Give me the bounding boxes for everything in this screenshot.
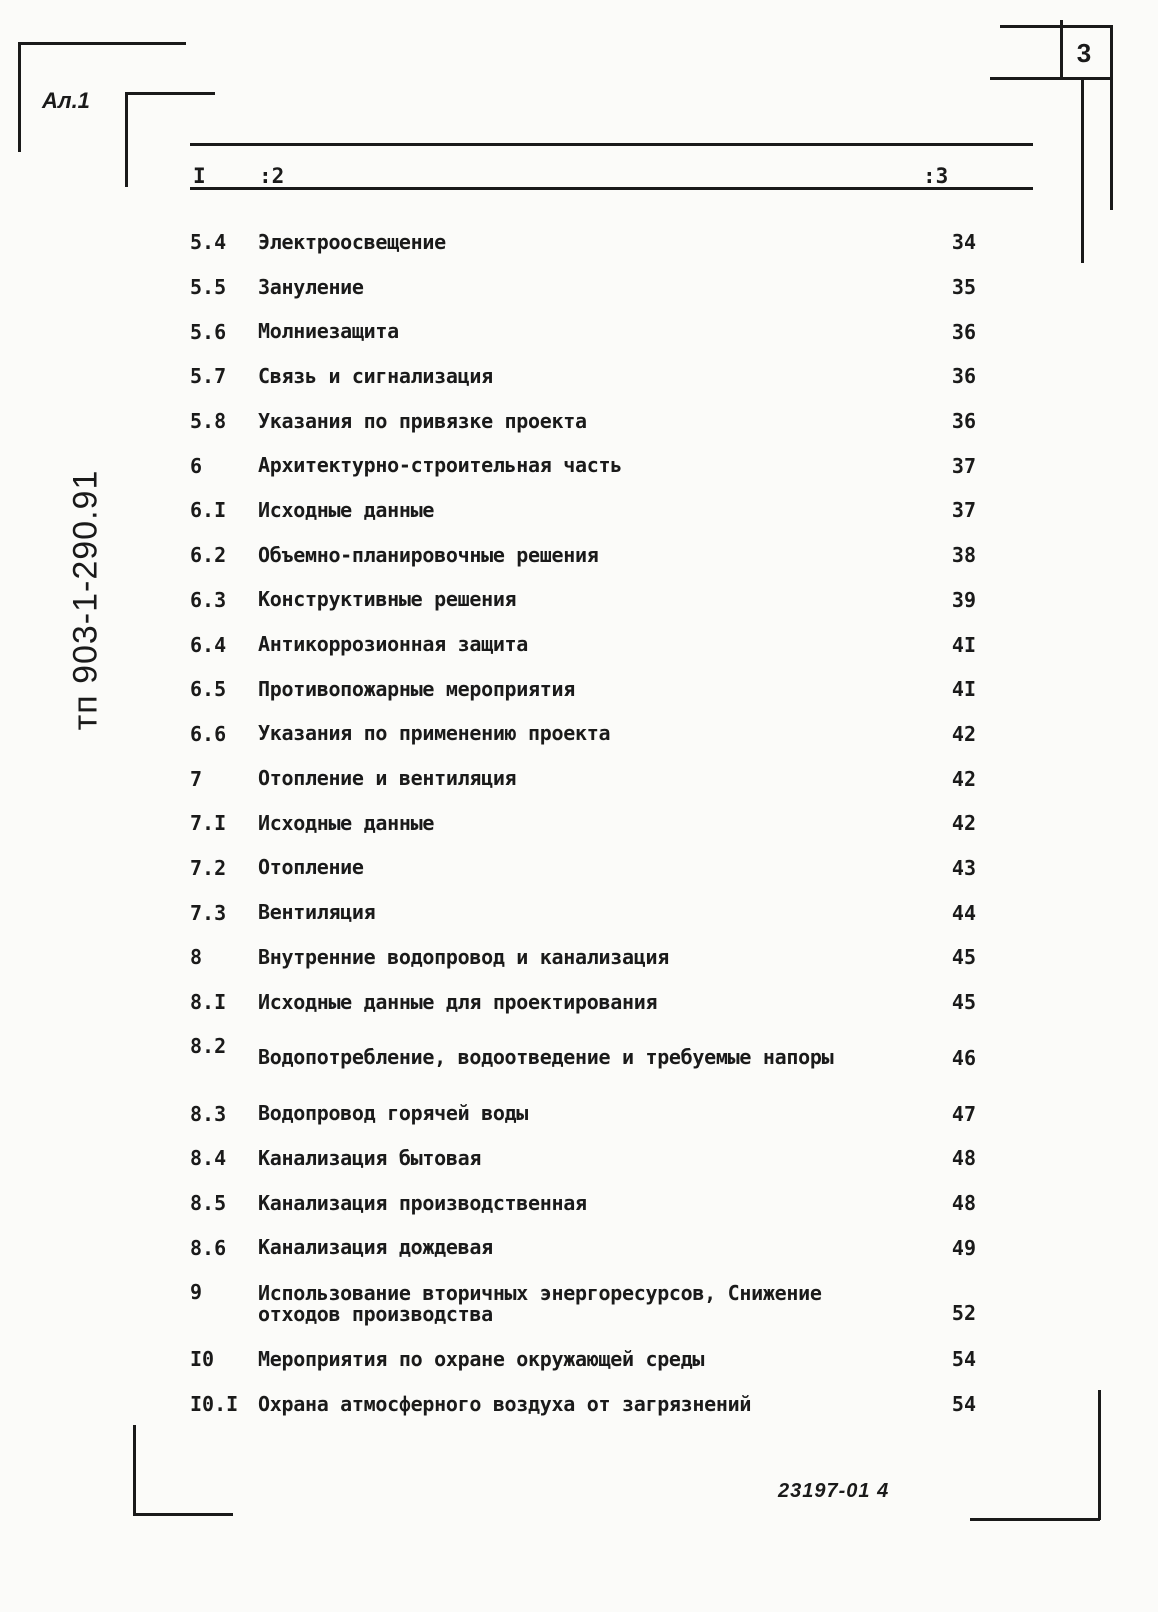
frame-line xyxy=(1060,20,1063,78)
toc-number: 6.3 xyxy=(190,587,227,612)
toc-row xyxy=(190,801,990,846)
toc-number: 8.2 xyxy=(190,1034,227,1059)
toc-title: Охрана атмосферного воздуха от загрязнений xyxy=(258,1391,752,1416)
toc-page: 52 xyxy=(951,1301,976,1326)
toc-row xyxy=(190,1091,990,1136)
toc-number: 7.I xyxy=(190,811,227,836)
frame-line xyxy=(18,42,186,45)
toc-title: Мероприятия по охране окружающей среды xyxy=(258,1346,705,1371)
header-col-1: I xyxy=(193,164,206,188)
toc-number: 8.5 xyxy=(190,1191,227,1216)
toc-title: Объемно-планировочные решения xyxy=(258,542,599,567)
toc-row xyxy=(190,354,990,399)
header-col-2: :2 xyxy=(259,164,285,188)
toc-page: 42 xyxy=(951,721,976,746)
toc-page: 4I xyxy=(951,632,976,657)
sheet-page-number: 3 xyxy=(1076,38,1092,68)
frame-line xyxy=(1098,1390,1101,1520)
toc-row xyxy=(190,309,990,354)
frame-line xyxy=(1081,78,1084,263)
toc-number: 9 xyxy=(190,1280,203,1305)
frame-line xyxy=(1000,25,1112,28)
table-top-rule xyxy=(190,143,1033,146)
toc-number: 8.6 xyxy=(190,1235,227,1260)
toc-row xyxy=(190,488,990,533)
toc-page: 42 xyxy=(951,766,976,791)
toc-row xyxy=(190,846,990,891)
toc-page: 36 xyxy=(951,319,976,344)
header-col-3: :3 xyxy=(923,164,949,188)
frame-line xyxy=(133,1513,233,1516)
toc-number: 6.5 xyxy=(190,677,227,702)
toc-page: 42 xyxy=(951,811,976,836)
toc-row xyxy=(190,265,990,310)
toc-title: Внутренние водопровод и канализация xyxy=(258,944,669,969)
document-code: 23197-01 4 xyxy=(778,1480,890,1502)
toc-title: Канализация дождевая xyxy=(258,1235,493,1260)
toc-row xyxy=(190,756,990,801)
toc-page: 34 xyxy=(951,230,976,255)
toc-title: Архитектурно-строительная часть xyxy=(258,453,622,478)
toc-row xyxy=(190,712,990,757)
toc-number: 7.3 xyxy=(190,900,227,925)
toc-row xyxy=(190,220,990,265)
toc-row xyxy=(190,1337,990,1382)
frame-line xyxy=(133,1425,136,1515)
toc-row xyxy=(190,980,990,1025)
toc-number: 5.6 xyxy=(190,319,227,344)
toc-row xyxy=(190,667,990,712)
toc-row xyxy=(190,533,990,578)
toc-number: 7 xyxy=(190,766,203,791)
toc-row xyxy=(190,578,990,623)
toc-page: 44 xyxy=(951,900,976,925)
toc-title: Зануление xyxy=(258,274,364,299)
toc-number: 6.6 xyxy=(190,721,227,746)
toc-number: 5.4 xyxy=(190,230,227,255)
toc-title: Противопожарные мероприятия xyxy=(258,676,576,701)
toc-row xyxy=(190,1024,990,1091)
toc-page: 4I xyxy=(951,677,976,702)
toc-number: 5.8 xyxy=(190,409,227,434)
toc-number: 6 xyxy=(190,453,203,478)
toc-page: 39 xyxy=(951,587,976,612)
toc-title: Исходные данные xyxy=(258,810,435,835)
toc-page: 47 xyxy=(951,1101,976,1126)
table-header-rule xyxy=(190,187,1033,190)
toc-title: Канализация производственная xyxy=(258,1190,587,1215)
toc-number: 5.7 xyxy=(190,364,227,389)
toc-title: Связь и сигнализация xyxy=(258,363,493,388)
frame-line xyxy=(125,92,128,187)
toc-row xyxy=(190,1225,990,1270)
toc-page: 48 xyxy=(951,1146,976,1171)
toc-title: Водопотребление, водоотведение и требуемые напоры xyxy=(258,1045,834,1070)
album-label: Ал.1 xyxy=(42,88,90,113)
toc-title: Исходные данные для проектирования xyxy=(258,989,658,1014)
toc-row xyxy=(190,622,990,667)
frame-line xyxy=(970,1518,1100,1521)
toc-page: 43 xyxy=(951,855,976,880)
toc-page: 35 xyxy=(951,275,976,300)
toc-row xyxy=(190,1270,990,1337)
toc-page: 54 xyxy=(951,1347,976,1372)
toc-title: Исходные данные xyxy=(258,497,435,522)
toc-title: Антикоррозионная защита xyxy=(258,632,529,657)
frame-line xyxy=(1110,25,1113,210)
toc-number: 8 xyxy=(190,945,203,970)
toc-number: I0 xyxy=(190,1347,215,1372)
toc-row xyxy=(190,1181,990,1226)
toc-number: 8.4 xyxy=(190,1146,227,1171)
side-project-code: тп 903-1-290.91 xyxy=(66,469,105,731)
toc-number: 7.2 xyxy=(190,855,227,880)
toc-page: 54 xyxy=(951,1392,976,1417)
toc-title: Электроосвещение xyxy=(258,229,446,254)
toc-title: Вентиляция xyxy=(258,900,376,925)
toc-row xyxy=(190,1136,990,1181)
toc-page: 45 xyxy=(951,945,976,970)
toc-page: 46 xyxy=(951,1045,976,1070)
toc-page: 37 xyxy=(951,453,976,478)
toc-row xyxy=(190,890,990,935)
frame-line xyxy=(18,42,21,152)
toc-title: Указания по привязке проекта xyxy=(258,408,587,433)
toc-row xyxy=(190,1382,990,1427)
toc-title: Водопровод горячей воды xyxy=(258,1101,529,1126)
toc-number: I0.I xyxy=(190,1392,239,1417)
toc-number: 6.4 xyxy=(190,632,227,657)
toc-page: 45 xyxy=(951,990,976,1015)
toc-title: Отопление и вентиляция xyxy=(258,766,517,791)
frame-line xyxy=(125,92,215,95)
toc-number: 8.I xyxy=(190,990,227,1015)
toc-number: 8.3 xyxy=(190,1101,227,1126)
toc-title: Конструктивные решения xyxy=(258,587,517,612)
toc-page: 48 xyxy=(951,1191,976,1216)
toc-title: Канализация бытовая xyxy=(258,1145,482,1170)
toc-title: Молниезащита xyxy=(258,319,399,344)
toc-title: Отопление xyxy=(258,855,364,880)
toc-title: Указания по применению проекта xyxy=(258,721,611,746)
toc-row xyxy=(190,443,990,488)
toc-title: Использование вторичных энергоресурсов, Снижение отходов производства xyxy=(258,1280,822,1326)
toc-number: 6.I xyxy=(190,498,227,523)
toc-row xyxy=(190,935,990,980)
toc-number: 6.2 xyxy=(190,543,227,568)
table-of-contents xyxy=(190,220,990,1427)
toc-page: 49 xyxy=(951,1235,976,1260)
frame-line xyxy=(990,77,1112,80)
toc-row xyxy=(190,399,990,444)
toc-page: 37 xyxy=(951,498,976,523)
toc-page: 36 xyxy=(951,364,976,389)
toc-page: 38 xyxy=(951,543,976,568)
toc-page: 36 xyxy=(951,409,976,434)
toc-number: 5.5 xyxy=(190,275,227,300)
